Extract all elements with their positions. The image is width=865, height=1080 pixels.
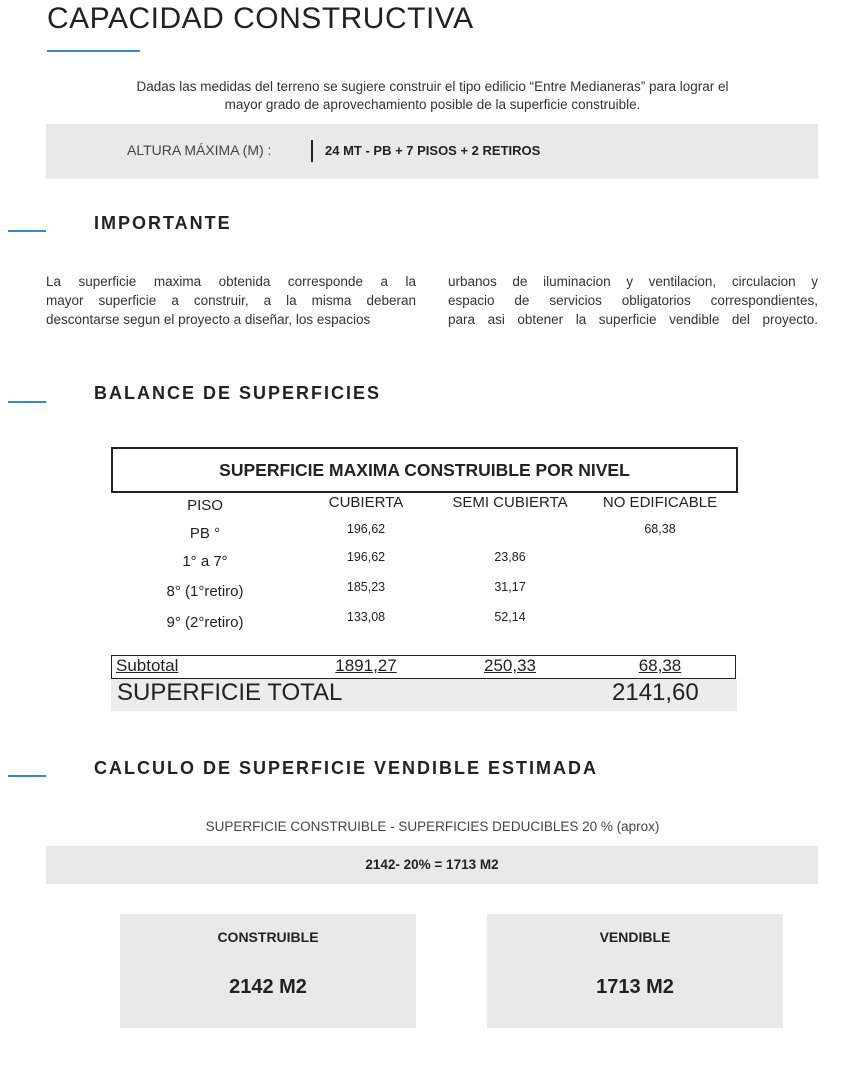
formula-caption: SUPERFICIE CONSTRUIBLE - SUPERFICIES DEDUCIBLES 20 % (aprox) bbox=[205, 819, 660, 834]
column-header-cubierta: CUBIERTA bbox=[328, 494, 404, 511]
section-dash bbox=[8, 230, 46, 232]
subtotal-label: Subtotal bbox=[116, 656, 179, 675]
section-title-importante: IMPORTANTE bbox=[94, 213, 232, 233]
subtotal-no-edificable: 68,38 bbox=[638, 656, 682, 675]
paragraph-line: La superficie maxima obtenida corresponde a la bbox=[46, 274, 416, 289]
construible-card-label: CONSTRUIBLE bbox=[217, 929, 319, 945]
table-cell-no-edificable: 68,38 bbox=[644, 522, 676, 536]
section-title-vendible: CALCULO DE SUPERFICIE VENDIBLE ESTIMADA bbox=[94, 758, 599, 778]
vendible-card-label: VENDIBLE bbox=[599, 929, 671, 945]
table-cell-piso: PB ° bbox=[189, 525, 221, 542]
importante-right-column bbox=[448, 272, 818, 329]
table-cell-semi-cubierta: 31,17 bbox=[494, 580, 526, 594]
column-header-no-edificable: NO EDIFICABLE bbox=[602, 494, 718, 511]
altura-separator bbox=[311, 140, 313, 162]
section-title-balance: BALANCE DE SUPERFICIES bbox=[94, 383, 382, 403]
title-underline bbox=[47, 50, 140, 52]
table-cell-semi-cubierta: 52,14 bbox=[494, 610, 526, 624]
table-cell-piso: 9° (2°retiro) bbox=[166, 614, 244, 631]
formula-value: 2142- 20% = 1713 M2 bbox=[365, 857, 499, 872]
column-header-piso: PISO bbox=[187, 497, 223, 514]
altura-label: ALTURA MÁXIMA (M) : bbox=[127, 142, 272, 158]
vendible-card-value: 1713 M2 bbox=[596, 976, 674, 998]
section-dash bbox=[8, 401, 46, 403]
paragraph-line: espacio de servicios obligatorios correspondientes, bbox=[448, 293, 818, 308]
total-label: SUPERFICIE TOTAL bbox=[117, 679, 343, 706]
total-value: 2141,60 bbox=[612, 679, 699, 706]
table-cell-cubierta: 196,62 bbox=[346, 550, 386, 564]
intro-text bbox=[80, 78, 785, 114]
table-cell-piso: 8° (1°retiro) bbox=[166, 583, 244, 600]
paragraph-line: descontarse segun el proyecto a diseñar, los espacios bbox=[46, 312, 371, 327]
table-cell-cubierta: 185,23 bbox=[346, 580, 386, 594]
table-cell-semi-cubierta: 23,86 bbox=[494, 550, 526, 564]
paragraph-line: mayor superficie a construir, a la misma deberan bbox=[46, 293, 416, 308]
subtotal-semi-cubierta: 250,33 bbox=[484, 656, 536, 675]
column-header-semi-cubierta: SEMI CUBIERTA bbox=[452, 494, 568, 511]
subtotal-cubierta: 1891,27 bbox=[335, 656, 397, 675]
section-dash bbox=[8, 775, 46, 777]
table-title: SUPERFICIE MAXIMA CONSTRUIBLE POR NIVEL bbox=[111, 447, 738, 493]
table-cell-cubierta: 133,08 bbox=[346, 610, 386, 624]
construible-card-value: 2142 M2 bbox=[229, 976, 307, 998]
intro-line: mayor grado de aprovechamiento posible de la superficie construible. bbox=[224, 97, 641, 112]
table-cell-piso: 1° a 7° bbox=[182, 553, 228, 570]
paragraph-line: urbanos de iluminacion y ventilacion, circulacion y bbox=[448, 274, 818, 289]
altura-value: 24 MT - PB + 7 PISOS + 2 RETIROS bbox=[325, 143, 541, 158]
page-title: CAPACIDAD CONSTRUCTIVA bbox=[47, 2, 474, 35]
intro-line: Dadas las medidas del terreno se sugiere construir el tipo edilicio “Entre Medianeras” para lograr el bbox=[136, 79, 729, 94]
table-cell-cubierta: 196,62 bbox=[346, 522, 386, 536]
paragraph-line: para asi obtener la superficie vendible del proyecto. bbox=[448, 312, 818, 327]
importante-left-column bbox=[46, 272, 416, 329]
